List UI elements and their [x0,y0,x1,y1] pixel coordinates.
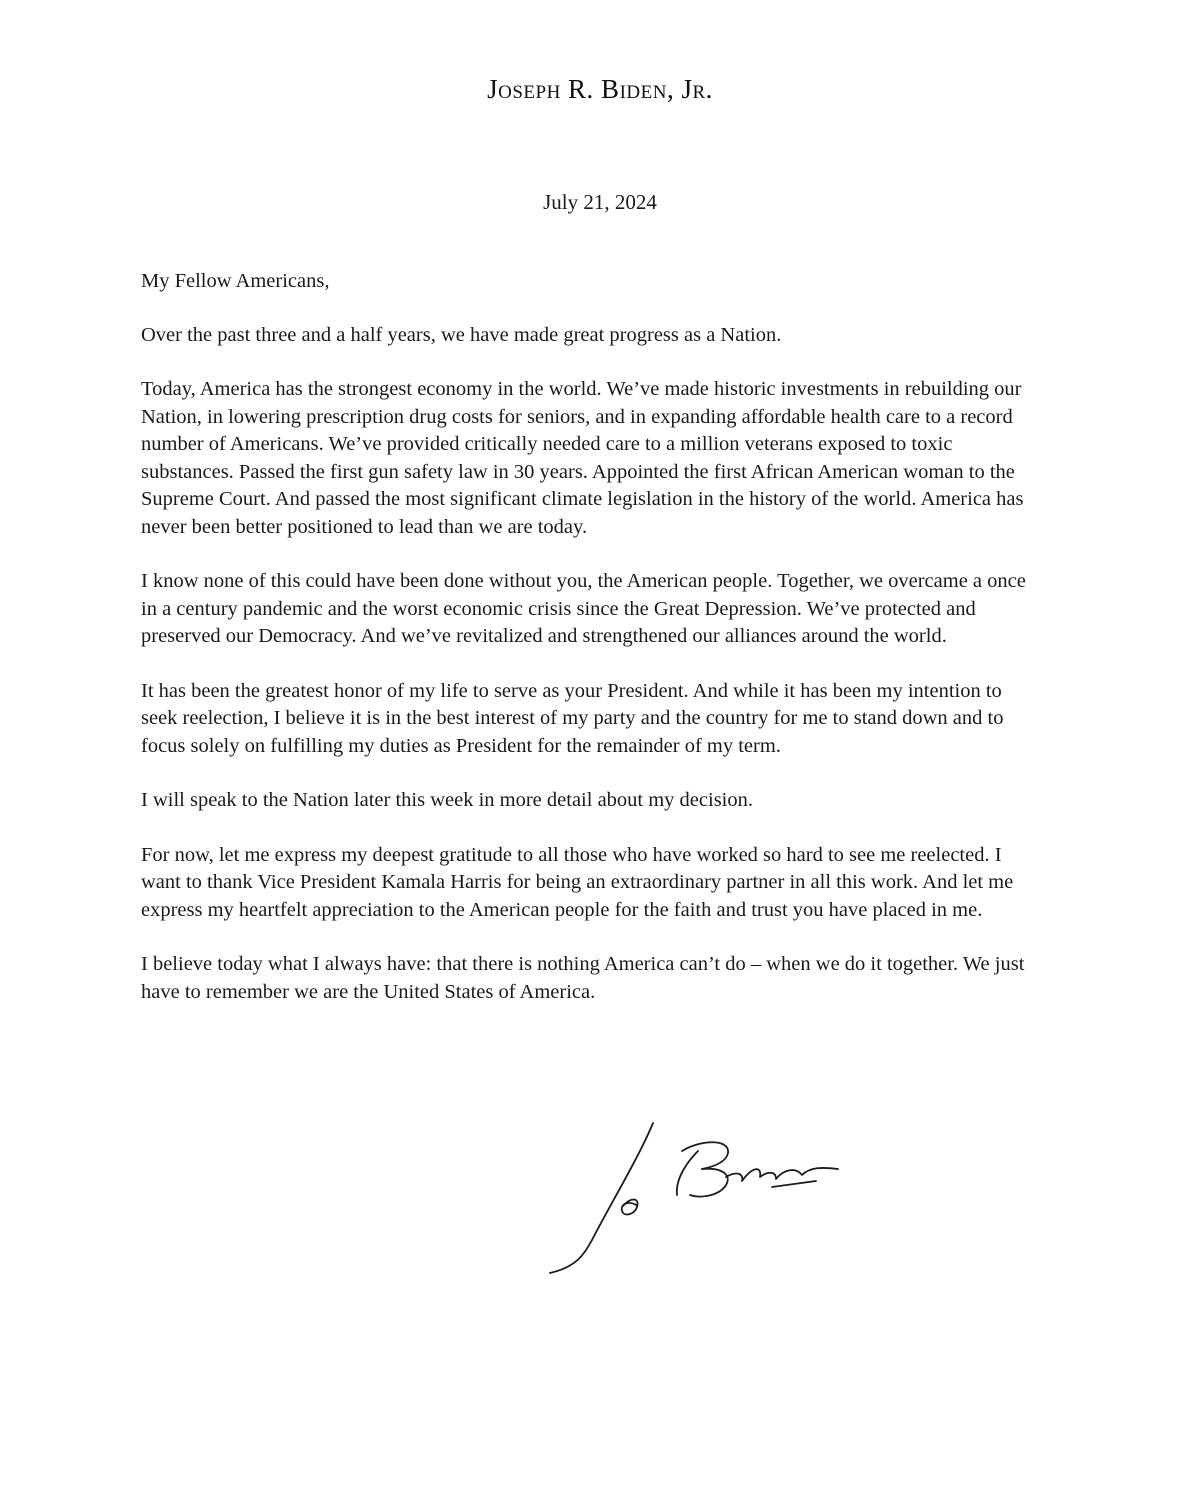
handwritten-signature-icon [540,1115,860,1285]
salutation: My Fellow Americans, [141,270,330,292]
paragraph-6: For now, let me express my deepest gratitude to all those who have worked so hard to see me reelected. I want to thank Vice President Kamala Harris for being an extraordinary partner in all this work. And let me express my heartfelt appreciation to the American people for the faith and trust you have placed in me. [141,843,1014,921]
letter-body [141,268,1041,1033]
paragraph-1: Over the past three and a half years, we have made great progress as a Nation. [141,323,782,346]
paragraph-3: I know none of this could have been done without you, the American people. Together, we overcame a once in a century pandemic and the worst economic crisis since the Great Depression. We’ve protected and preserved our Democracy. And we’ve revitalized and strengthened our alliances around the world. [141,570,1026,647]
letterhead: Joseph R. Biden, Jr. [487,74,713,104]
signature-drawing [540,1115,860,1285]
paragraph-5: I will speak to the Nation later this week in more detail about my decision. [141,789,753,811]
paragraph-4: It has been the greatest honor of my life to serve as your President. And while it has been my intention to seek reelection, I believe it is in the best interest of my party and the country for me to stand down and to focus solely on fulfilling my duties as President for the remainder of my term. [141,679,1004,757]
letter-date: July 21, 2024 [543,190,657,214]
paragraph-2: Today, America has the strongest economy in the world. We’ve made historic investments in rebuilding our Nation, in lowering prescription drug costs for seniors, and in expanding affordable health care to a record number of Americans. We’ve provided critically needed care to a million veterans exposed to toxic substances. Passed the first gun safety law in 30 years. Appointed the first African American woman to the Supreme Court. And passed the most significant climate legislation in the history of the world. America has never been better positioned to lead than we are today. [141,378,1024,538]
paragraph-7: I believe today what I always have: that there is nothing America can’t do – when we do it together. We just have to remember we are the United States of America. [141,953,1025,1003]
